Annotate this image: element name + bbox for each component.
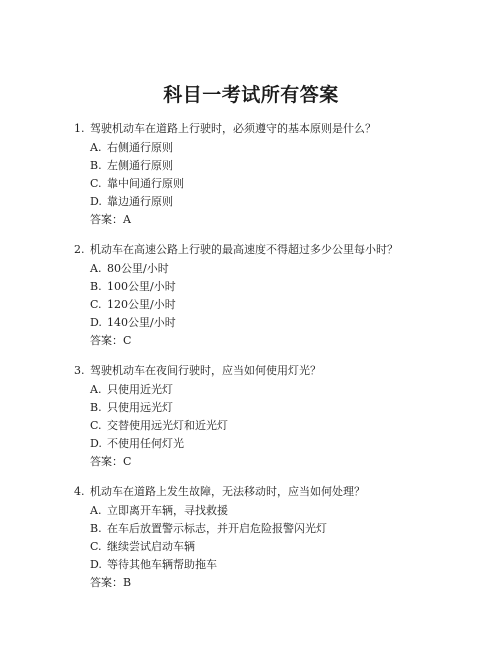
option-key: D. [90, 195, 102, 208]
answer-line: 答案：B [90, 576, 132, 589]
option-c [0, 296, 502, 314]
option-text: 交替使用远光灯和近光灯 [107, 419, 228, 432]
option-c [0, 417, 502, 435]
question-line [0, 482, 502, 502]
question-number: 2. [74, 243, 85, 256]
option-b [0, 157, 502, 175]
question-number: 3. [74, 364, 85, 377]
question-text: 机动车在道路上发生故障，无法移动时，应当如何处理？ [90, 485, 365, 498]
option-key: A. [90, 262, 102, 275]
answer-line: 答案：C [90, 334, 132, 347]
question-line [0, 240, 502, 260]
option-text: 80公里/小时 [107, 262, 169, 275]
option-text: 靠中间通行原则 [107, 177, 184, 190]
option-key: D. [90, 437, 102, 450]
option-key: B. [90, 280, 102, 293]
option-text: 只使用远光灯 [107, 401, 173, 414]
option-text: 在车后放置警示标志，并开启危险报警闪光灯 [107, 522, 327, 535]
option-c [0, 538, 502, 556]
option-text: 等待其他车辆帮助拖车 [107, 558, 217, 571]
option-text: 右侧通行原则 [107, 141, 173, 154]
option-b [0, 399, 502, 417]
option-key: B. [90, 159, 102, 172]
option-text: 立即离开车辆，寻找救援 [107, 504, 228, 517]
answer-line: 答案：C [90, 455, 132, 468]
question-item [0, 361, 502, 471]
option-a [0, 139, 502, 157]
option-b [0, 278, 502, 296]
option-key: A. [90, 141, 102, 154]
question-list [0, 119, 502, 603]
option-a [0, 381, 502, 399]
option-text: 100公里/小时 [107, 280, 176, 293]
question-line [0, 361, 502, 381]
option-key: A. [90, 504, 102, 517]
option-key: B. [90, 522, 102, 535]
option-key: D. [90, 558, 102, 571]
option-text: 继续尝试启动车辆 [107, 540, 195, 553]
question-item [0, 482, 502, 592]
option-key: B. [90, 401, 102, 414]
option-a [0, 260, 502, 278]
option-d [0, 435, 502, 453]
option-d [0, 193, 502, 211]
option-text: 不使用任何灯光 [107, 437, 184, 450]
option-key: C. [90, 419, 102, 432]
question-text: 机动车在高速公路上行驶的最高速度不得超过多少公里每小时？ [90, 243, 398, 256]
option-d [0, 556, 502, 574]
option-a [0, 502, 502, 520]
question-item [0, 240, 502, 350]
question-item [0, 119, 502, 229]
answer-line: 答案：A [90, 213, 131, 226]
option-key: C. [90, 298, 102, 311]
option-key: C. [90, 177, 102, 190]
option-b [0, 520, 502, 538]
option-d [0, 314, 502, 332]
page-title: 科目一考试所有答案 [163, 84, 339, 106]
option-text: 140公里/小时 [107, 316, 176, 329]
option-text: 左侧通行原则 [107, 159, 173, 172]
option-text: 只使用近光灯 [107, 383, 173, 396]
question-number: 4. [74, 485, 85, 498]
option-text: 靠边通行原则 [107, 195, 173, 208]
question-text: 驾驶机动车在夜间行驶时，应当如何使用灯光？ [90, 364, 321, 377]
question-line [0, 119, 502, 139]
option-key: D. [90, 316, 102, 329]
option-key: C. [90, 540, 102, 553]
option-text: 120公里/小时 [107, 298, 176, 311]
question-text: 驾驶机动车在道路上行驶时，必须遵守的基本原则是什么？ [90, 122, 376, 135]
question-number: 1. [74, 122, 85, 135]
option-key: A. [90, 383, 102, 396]
option-c [0, 175, 502, 193]
